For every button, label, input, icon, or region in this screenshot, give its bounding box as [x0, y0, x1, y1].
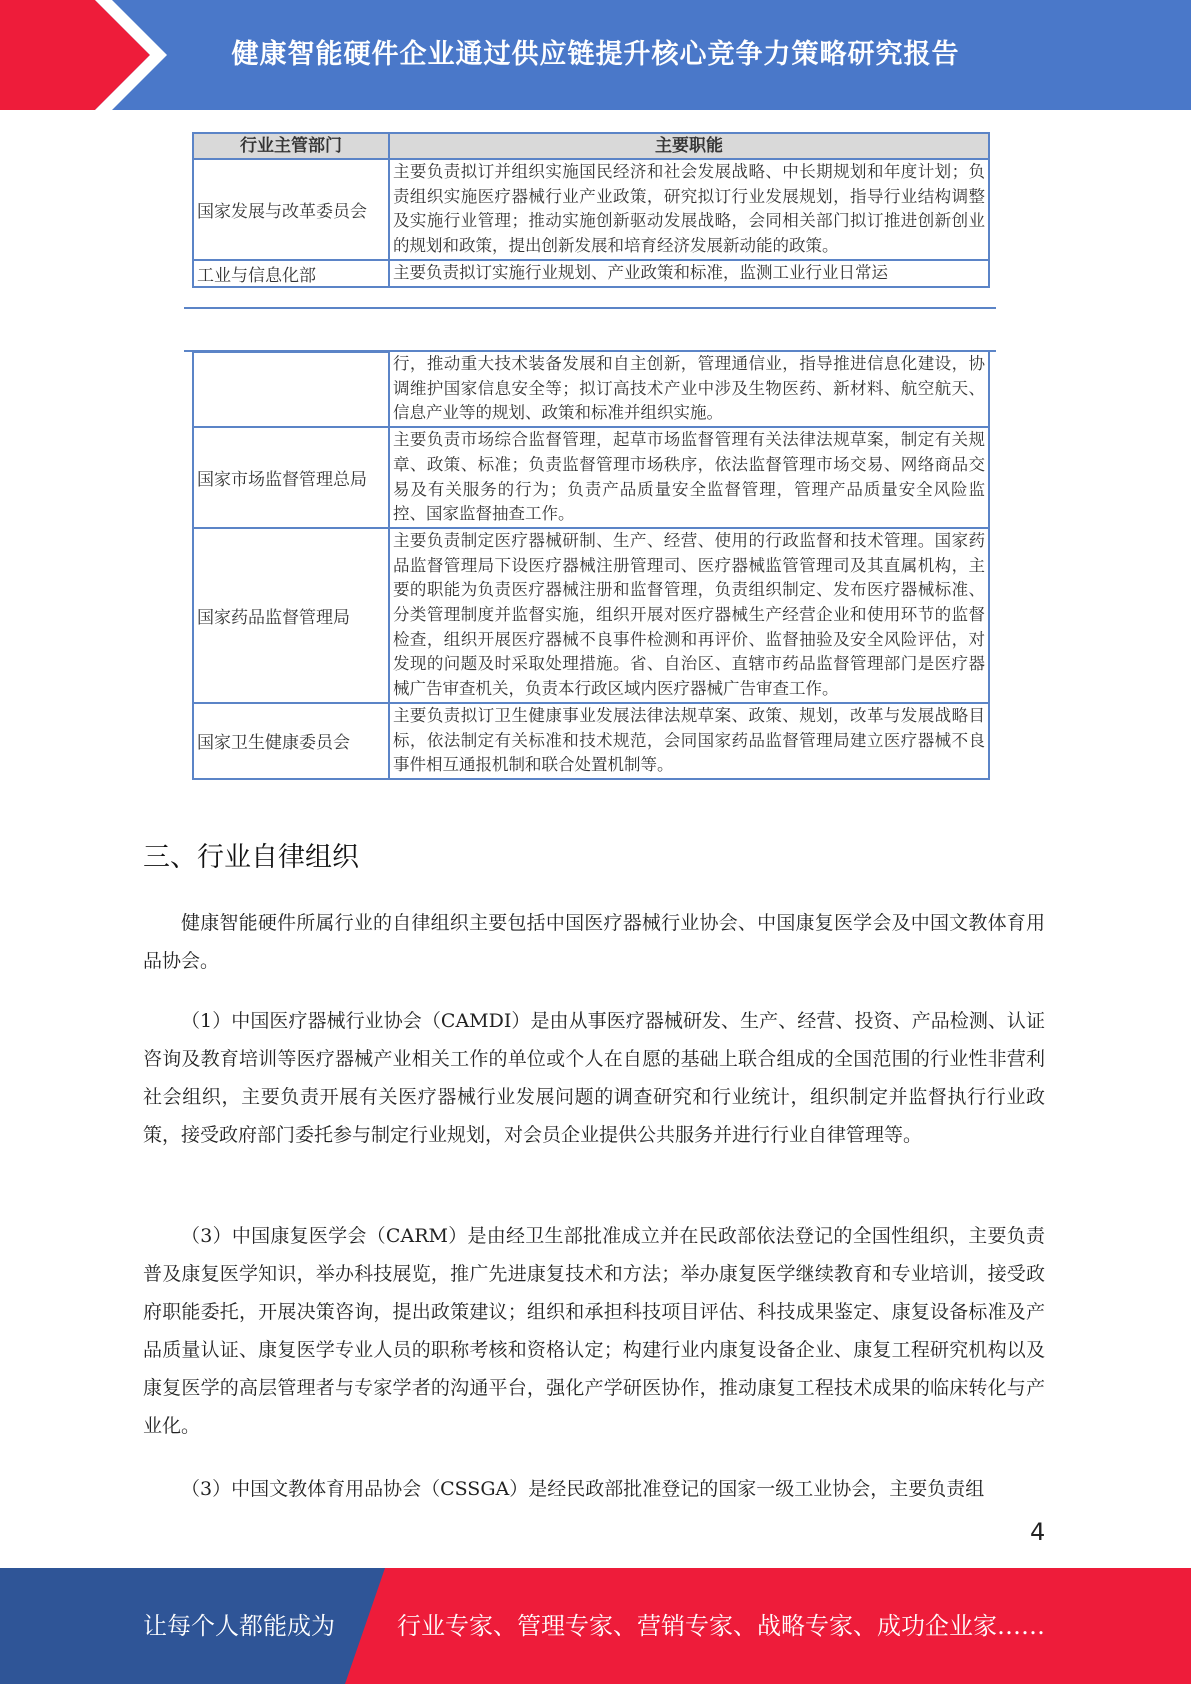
duty-cell: 主要负责制定医疗器械研制、生产、经营、使用的行政监督和技术管理。国家药品监督管理局下设医疗器械注册管理司、医疗器械监管管理司及其直属机构，主要的职能为负责医疗器械注册和监督管理，负责组织制定、发布医疗器械标准、分类管理制度并监督实施，组织开展对医疗器械生产经营企业和使用环节的监督检查，组织开展医疗器械不良事件检测和再评价、监督抽验及安全风险评估，对发现的问题及时采取处理措施。省、自治区、直辖市药品监督管理部门是医疗器械广告审查机关，负责本行政区域内医疗器械广告审查工作。 [389, 528, 989, 703]
duty-cell: 主要负责拟订卫生健康事业发展法律法规草案、政策、规划，改革与发展战略目标，依法制定有关标准和技术规范，会同国家药品监督管理局建立医疗器械不良事件相互通报机制和联合处置机制等。 [389, 703, 989, 779]
regulator-table-part2 [192, 351, 990, 780]
dept-cell [193, 352, 389, 427]
duty-cell: 主要负责拟订并组织实施国民经济和社会发展战略、中长期规划和年度计划；负责组织实施医疗器械行业产业政策，研究拟订行业发展规划，指导行业结构调整及实施行业管理；推动实施创新驱动发展战略，会同相关部门拟订推进创新创业的规划和政策，提出创新发展和培育经济发展新动能的政策。 [389, 159, 989, 260]
duty-cell: 行，推动重大技术装备发展和自主创新，管理通信业，指导推进信息化建设，协调维护国家信息安全等；拟订高技术产业中涉及生物医药、新材料、航空航天、信息产业等的规划、政策和标准并组织实施。 [389, 352, 989, 427]
dept-cell: 工业与信息化部 [193, 260, 389, 287]
report-title: 健康智能硬件企业通过供应链提升核心竞争力策略研究报告 [231, 39, 960, 70]
paragraph: 健康智能硬件所属行业的自律组织主要包括中国医疗器械行业协会、中国康复医学会及中国文教体育用品协会。 [143, 912, 1045, 972]
table-row [193, 427, 989, 528]
col-header-duty: 主要职能 [389, 133, 989, 159]
section-heading: 三、行业自律组织 [143, 842, 359, 873]
table-row [193, 352, 989, 427]
page-number: 4 [1030, 1518, 1046, 1546]
table-row [193, 528, 989, 703]
page-header [0, 0, 1191, 110]
table-row [193, 159, 989, 260]
col-header-dept: 行业主管部门 [193, 133, 389, 159]
dept-cell: 国家发展与改革委员会 [193, 159, 389, 260]
paragraph: （3）中国康复医学会（CARM）是由经卫生部批准成立并在民政部依法登记的全国性组织，主要负责普及康复医学知识，举办科技展览，推广先进康复技术和方法；举办康复医学继续教育和专业培训，接受政府职能委托，开展决策咨询，提出政策建议；组织和承担科技项目评估、科技成果鉴定、康复设备标准及产品质量认证、康复医学专业人员的职称考核和资格认定；构建行业内康复设备企业、康复工程研究机构以及康复医学的高层管理者与专家学者的沟通平台，强化产学研医协作，推动康复工程技术成果的临床转化与产业化。 [143, 1225, 1045, 1437]
duty-cell: 主要负责市场综合监督管理，起草市场监督管理有关法律法规草案，制定有关规章、政策、标准；负责监督管理市场秩序，依法监督管理市场交易、网络商品交易及有关服务的行为；负责产品质量安全监督管理，管理产品质量安全风险监控、国家监督抽查工作。 [389, 427, 989, 528]
table-bottom-rule [184, 307, 996, 309]
dept-cell: 国家药品监督管理局 [193, 528, 389, 703]
footer-slogan-right: 行业专家、管理专家、营销专家、战略专家、成功企业家…… [397, 1612, 1045, 1640]
dept-cell: 国家卫生健康委员会 [193, 703, 389, 779]
paragraph: （3）中国文教体育用品协会（CSSGA）是经民政部批准登记的国家一级工业协会，主要负责组 [181, 1478, 985, 1500]
page-footer [0, 1568, 1191, 1684]
table-row [193, 260, 989, 287]
table-row [193, 703, 989, 779]
dept-cell: 国家市场监督管理总局 [193, 427, 389, 528]
duty-cell: 主要负责拟订实施行业规划、产业政策和标准，监测工业行业日常运 [389, 260, 989, 287]
footer-slogan-left: 让每个人都能成为 [143, 1612, 335, 1640]
regulator-table-part1 [192, 132, 990, 288]
paragraph: （1）中国医疗器械行业协会（CAMDI）是由从事医疗器械研发、生产、经营、投资、产品检测、认证咨询及教育培训等医疗器械产业相关工作的单位或个人在自愿的基础上联合组成的全国范围的行业性非营利社会组织，主要负责开展有关医疗器械行业发展问题的调查研究和行业统计，组织制定并监督执行行业政策，接受政府部门委托参与制定行业规划，对会员企业提供公共服务并进行行业自律管理等。 [143, 1010, 1045, 1146]
table-header-row [193, 133, 989, 159]
